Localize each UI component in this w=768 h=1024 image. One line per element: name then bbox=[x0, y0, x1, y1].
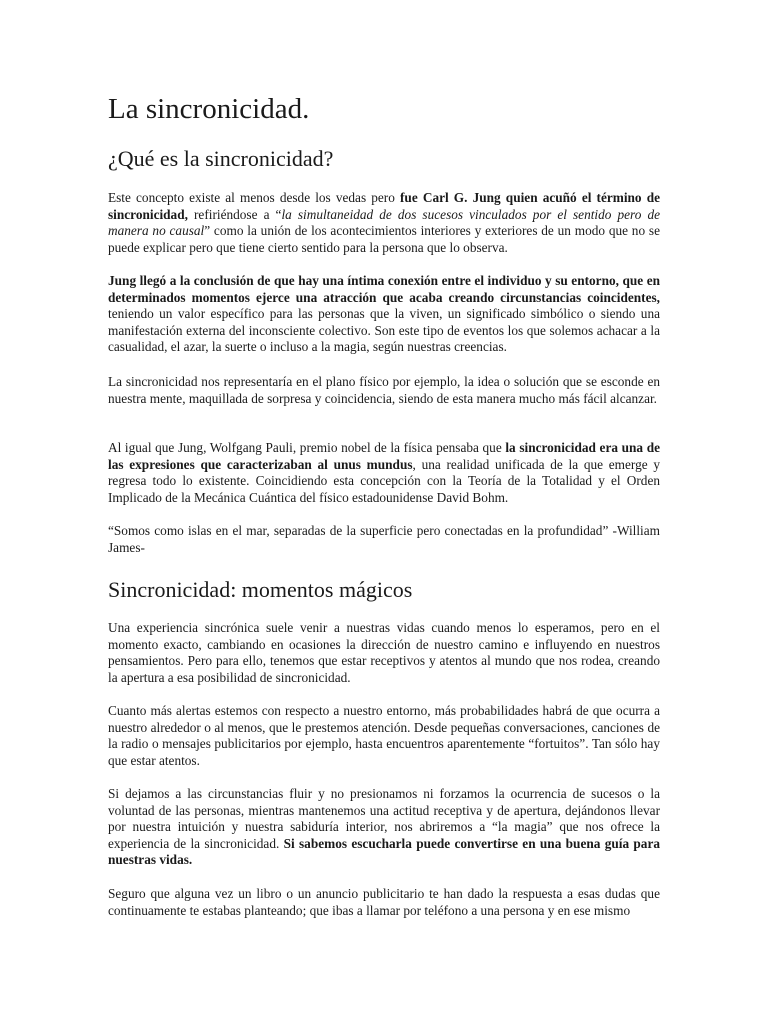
document-title: La sincronicidad. bbox=[108, 93, 310, 125]
paragraph-2: Jung llegó a la conclusión de que hay una íntima conexión entre el individuo y su entorno, que en determinados momentos ejerce una atracción que acaba creando circunstancias coincidentes, teniendo un valor específico para las personas que la viven, un significado simbólico o siendo una manifestación externa del inconsciente colectivo. Son este tipo de eventos los que solemos achacar a la casualidad, el azar, la suerte o incluso a la magia, según nuestras creencias. bbox=[108, 273, 660, 355]
paragraph-3: La sincronicidad nos representaría en el plano físico por ejemplo, la idea o solución que se esconde en nuestra mente, maquillada de sorpresa y coincidencia, siendo de esta manera mucho más fácil alcanzar. bbox=[108, 374, 660, 406]
paragraph-4: Al igual que Jung, Wolfgang Pauli, premio nobel de la física pensaba que la sincronicidad era una de las expresiones que caracterizaban al unus mundus, una realidad unificada de la que emerge y regresa todo lo existente. Coincidiendo esta concepción con la Teoría de la Totalidad y el Orden Implicado de la Mecánica Cuántica del físico estadounidense David Bohm. bbox=[108, 440, 661, 505]
quote-william-james: “Somos como islas en el mar, separadas de la superficie pero conectadas en la profundidad” -William James- bbox=[108, 523, 660, 555]
paragraph-1: Este concepto existe al menos desde los vedas pero fue Carl G. Jung quien acuñó el término de sincronicidad, refiriéndose a “la simultaneidad de dos sucesos vinculados por el sentido pero de manera no causal” como la unión de los acontecimientos interiores y exteriores de un modo que no se puede explicar pero que tiene cierto sentido para la persona que lo observa. bbox=[108, 190, 660, 255]
paragraph-9: Seguro que alguna vez un libro o un anuncio publicitario te han dado la respuesta a esas dudas que continuamente te estabas planteando; que ibas a llamar por teléfono a una persona y en ese mismo bbox=[108, 886, 660, 918]
paragraph-6: Una experiencia sincrónica suele venir a nuestras vidas cuando menos lo esperamos, pero en el momento exacto, cambiando en ocasiones la dirección de nuestro camino e influyendo en nuestros pensamientos. Pero para ello, tenemos que estar receptivos y atentos al mundo que nos rodea, creando la apertura a esa posibilidad de sincronicidad. bbox=[108, 620, 660, 685]
paragraph-7: Cuanto más alertas estemos con respecto a nuestro entorno, más probabilidades habrá de que ocurra a nuestro alrededor o al menos, que le prestemos atención. Desde pequeñas conversaciones, canciones de la radio o mensajes publicitarios por ejemplo, hasta encuentros aparentemente “fortuitos”. Tan sólo hay que estar atentos. bbox=[108, 703, 660, 768]
section-heading-magic-moments: Sincronicidad: momentos mágicos bbox=[108, 577, 413, 602]
paragraph-8: Si dejamos a las circunstancias fluir y no presionamos ni forzamos la ocurrencia de sucesos o la voluntad de las personas, mientras mantenemos una actitud receptiva y de apertura, dejándonos llevar por nuestra intuición y nuestra sabiduría interior, nos abriremos a “la magia” que nos ofrece la experiencia de la sincronicidad. Si sabemos escucharla puede convertirse en una buena guía para nuestras vidas. bbox=[108, 786, 660, 868]
section-heading-what-is: ¿Qué es la sincronicidad? bbox=[108, 146, 334, 171]
